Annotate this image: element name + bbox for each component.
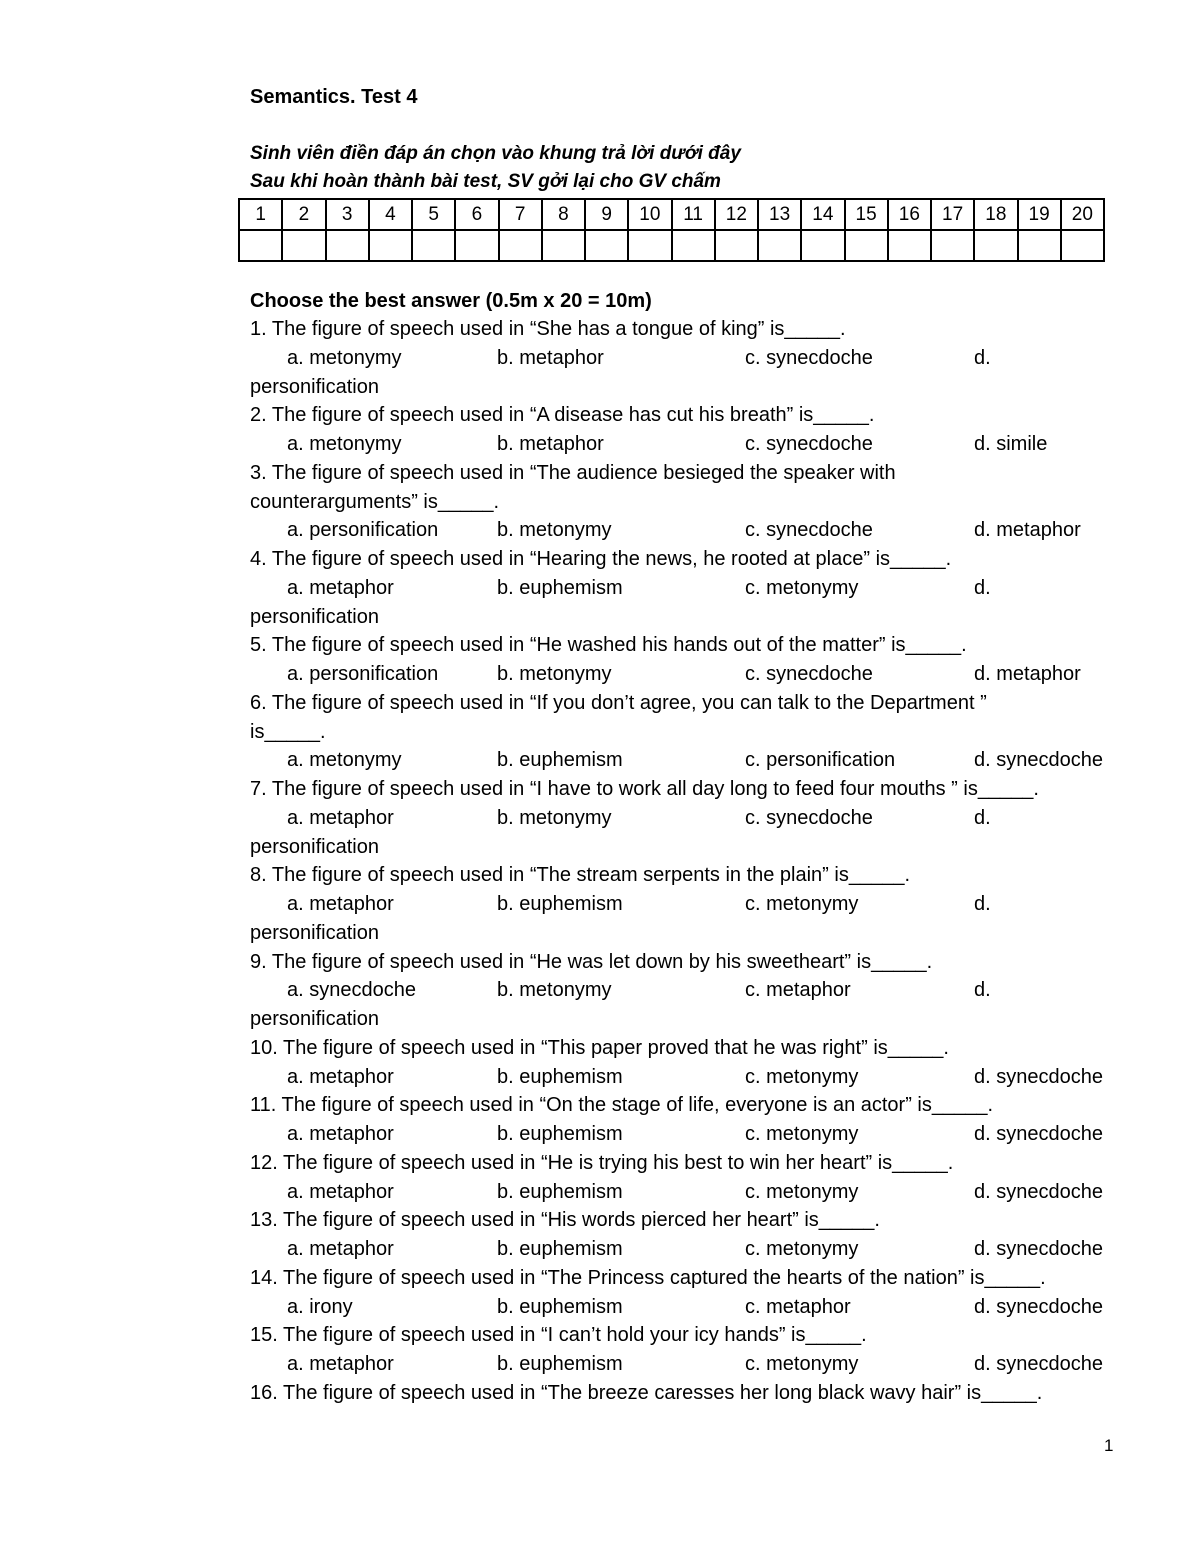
answer-option: d. simile [974, 433, 1048, 455]
answer-cell[interactable] [672, 230, 715, 261]
question-text: is_____. [250, 720, 326, 743]
answer-option: b. euphemism [497, 749, 623, 772]
question-text: 8. The figure of speech used in “The stream serpents in the plain” is_____. [250, 864, 911, 887]
answer-option: c. metaphor [745, 979, 851, 1002]
question-text: 6. The figure of speech used in “If you don’t agree, you can talk to the Department ” [250, 691, 987, 714]
question-text: 2. The figure of speech used in “A disease has cut his breath” is_____. [250, 404, 875, 427]
answer-option: a. personification [287, 663, 439, 685]
answer-option: b. euphemism [497, 576, 623, 599]
answer-option: d. synecdoche [974, 1238, 1103, 1260]
answer-option: a. metaphor [287, 1353, 394, 1375]
answer-grid-number: 2 [282, 199, 325, 230]
answer-option: c. synecdoche [745, 519, 873, 542]
question-text: 5. The figure of speech used in “He washed his hands out of the matter” is_____. [250, 634, 967, 657]
answer-cell[interactable] [239, 230, 282, 261]
answer-grid-number: 5 [412, 199, 455, 230]
answer-option: d. synecdoche [974, 1123, 1103, 1145]
answer-grid-number: 16 [888, 199, 931, 230]
question-text: 15. The figure of speech used in “I can’t hold your icy hands” is_____. [250, 1324, 867, 1347]
question-text: 3. The figure of speech used in “The audience besieged the speaker with [250, 461, 896, 484]
answer-grid-number: 20 [1061, 199, 1104, 230]
question-text: 9. The figure of speech used in “He was let down by his sweetheart” is_____. [250, 950, 933, 973]
question-text: counterarguments” is_____. [250, 490, 500, 513]
answer-cell[interactable] [931, 230, 974, 261]
answer-grid-number: 9 [585, 199, 628, 230]
answer-grid-number: 13 [758, 199, 801, 230]
answer-grid-number: 3 [326, 199, 369, 230]
answer-option: a. synecdoche [287, 979, 416, 1002]
answer-grid-number: 15 [845, 199, 888, 230]
answer-option: c. synecdoche [745, 806, 873, 829]
answer-grid-number: 10 [628, 199, 671, 230]
answer-grid-number: 14 [801, 199, 844, 230]
question-text: 4. The figure of speech used in “Hearing the news, he rooted at place” is_____. [250, 548, 952, 570]
test-title: Semantics. Test 4 [250, 86, 418, 108]
answer-option: c. metonymy [745, 1353, 859, 1375]
answer-option: b. metonymy [497, 519, 612, 542]
answer-option: c. synecdoche [745, 346, 873, 369]
answer-option: b. metaphor [497, 346, 604, 369]
answer-option: a. personification [287, 519, 439, 542]
question-text: 1. The figure of speech used in “She has a tongue of king” is_____. [250, 318, 846, 340]
answer-option: b. euphemism [497, 1295, 623, 1318]
instruction-line-2: Sau khi hoàn thành bài test, SV gởi lại cho GV chấm [250, 171, 721, 192]
answer-option: c. metonymy [745, 1238, 859, 1260]
answer-option-wrap: personification [250, 921, 379, 944]
answer-option-wrap: personification [250, 835, 379, 858]
answer-grid-number: 11 [672, 199, 715, 230]
answer-cell[interactable] [974, 230, 1017, 261]
answer-option: d. [974, 979, 991, 1002]
answer-cell[interactable] [845, 230, 888, 261]
answer-option: b. euphemism [497, 1065, 623, 1088]
answer-cell[interactable] [628, 230, 671, 261]
answer-option: d. [974, 346, 991, 369]
answer-option: a. metaphor [287, 893, 394, 915]
answer-option-wrap: personification [250, 605, 379, 628]
answer-option: c. metonymy [745, 1065, 859, 1088]
page-number: 1 [1104, 1436, 1114, 1455]
answer-grid-number: 4 [369, 199, 412, 230]
answer-cell[interactable] [542, 230, 585, 261]
answer-option: b. euphemism [497, 1180, 623, 1203]
answer-option: d. synecdoche [974, 749, 1103, 772]
answer-grid-number: 19 [1018, 199, 1061, 230]
answer-cell[interactable] [412, 230, 455, 261]
answer-option: a. metonymy [287, 346, 402, 369]
question-text: 13. The figure of speech used in “His words pierced her heart” is_____. [250, 1209, 880, 1232]
answer-option: a. metaphor [287, 576, 394, 599]
answer-cell[interactable] [1061, 230, 1104, 261]
answer-option: d. synecdoche [974, 1295, 1103, 1318]
answer-option: b. euphemism [497, 1238, 623, 1260]
answer-option-wrap: personification [250, 375, 379, 398]
answer-option: d. [974, 806, 991, 829]
answer-cell[interactable] [326, 230, 369, 261]
answer-cell[interactable] [1018, 230, 1061, 261]
answer-grid [238, 198, 1105, 262]
answer-cell[interactable] [282, 230, 325, 261]
answer-option: b. metonymy [497, 663, 612, 685]
answer-option: c. metonymy [745, 576, 859, 599]
answer-option: a. irony [287, 1295, 353, 1318]
answer-option: b. euphemism [497, 1353, 623, 1375]
answer-option: d. [974, 893, 991, 915]
answer-grid-number: 12 [715, 199, 758, 230]
answer-grid-number: 17 [931, 199, 974, 230]
answer-grid-number: 7 [499, 199, 542, 230]
answer-option: b. euphemism [497, 893, 623, 915]
answer-option: c. metonymy [745, 1123, 859, 1145]
answer-grid-number: 6 [455, 199, 498, 230]
answer-option: b. metonymy [497, 806, 612, 829]
answer-option: c. metonymy [745, 893, 859, 915]
answer-option: a. metaphor [287, 1123, 394, 1145]
answer-cell[interactable] [585, 230, 628, 261]
instruction-line-1: Sinh viên điền đáp án chọn vào khung trả lời dưới đây [250, 143, 741, 164]
question-text: 10. The figure of speech used in “This paper proved that he was right” is_____. [250, 1036, 949, 1059]
answer-option: c. metonymy [745, 1180, 859, 1203]
answer-grid-number: 18 [974, 199, 1017, 230]
answer-option: a. metaphor [287, 1065, 394, 1088]
question-text: 16. The figure of speech used in “The breeze caresses her long black wavy hair” is_____. [250, 1381, 1043, 1404]
answer-cell[interactable] [801, 230, 844, 261]
question-text: 11. The figure of speech used in “On the stage of life, everyone is an actor” is_____. [250, 1094, 994, 1117]
answer-option: b. metaphor [497, 433, 604, 455]
answer-option: d. metaphor [974, 663, 1081, 685]
answer-option: a. metaphor [287, 806, 394, 829]
answer-option: c. metaphor [745, 1295, 851, 1318]
answer-option: c. personification [745, 749, 896, 772]
section-heading: Choose the best answer (0.5m x 20 = 10m) [250, 290, 652, 312]
answer-option: b. euphemism [497, 1123, 623, 1145]
answer-cell[interactable] [888, 230, 931, 261]
answer-option: d. metaphor [974, 519, 1081, 542]
answer-cell[interactable] [758, 230, 801, 261]
question-text: 14. The figure of speech used in “The Princess captured the hearts of the nation” is_____. [250, 1266, 1046, 1289]
answer-option-wrap: personification [250, 1008, 379, 1030]
answer-cell[interactable] [499, 230, 542, 261]
question-text: 7. The figure of speech used in “I have to work all day long to feed four mouths ” is_____. [250, 778, 1039, 800]
answer-option: a. metaphor [287, 1238, 394, 1260]
answer-option: a. metaphor [287, 1180, 394, 1203]
answer-option: d. [974, 576, 991, 599]
question-text: 12. The figure of speech used in “He is trying his best to win her heart” is_____. [250, 1151, 954, 1174]
answer-option: c. synecdoche [745, 433, 873, 455]
answer-option: b. metonymy [497, 979, 612, 1002]
answer-cell[interactable] [715, 230, 758, 261]
answer-option: d. synecdoche [974, 1180, 1103, 1203]
answer-option: d. synecdoche [974, 1353, 1103, 1375]
answer-option: c. synecdoche [745, 663, 873, 685]
answer-option: a. metonymy [287, 749, 402, 772]
answer-cell[interactable] [369, 230, 412, 261]
answer-option: d. synecdoche [974, 1065, 1103, 1088]
answer-grid-number: 1 [239, 199, 282, 230]
answer-cell[interactable] [455, 230, 498, 261]
answer-grid-number: 8 [542, 199, 585, 230]
answer-option: a. metonymy [287, 433, 402, 455]
